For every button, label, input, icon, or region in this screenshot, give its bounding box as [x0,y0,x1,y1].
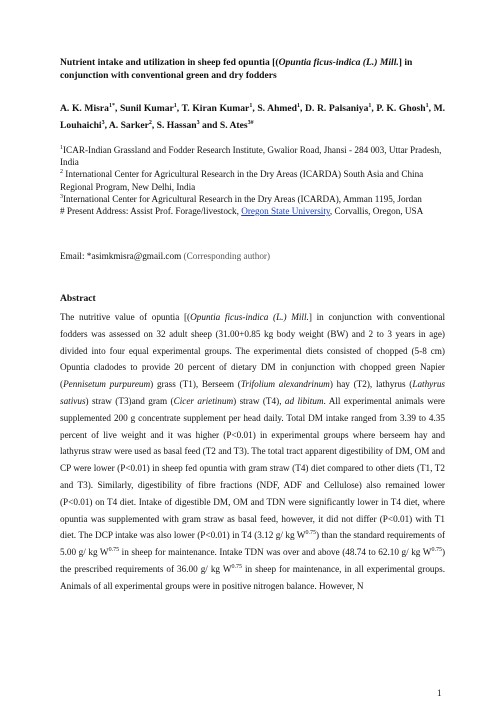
author-list: A. K. Misra$^{1*}$, Sunil Kumar$^1$, T. Kiran Kumar$^1$, S. Ahmed$^1$, D. R. Palsaniya$^1$, P. K. Ghosh$^1$, M. Louhaichi$^3$, A. Sarker$^2$, S. Hassan$^3$ and S. Ates$^{3\#}$ [60,102,446,131]
author: A. K. Misra$^{1*}$ [60,102,115,114]
abstract-body: The nutritive value of opuntia [(Opuntia ficus-indica (L.) Mill.] in conjunction with conventional fodders was assessed on 32 adult sheep (31.00+0.85 kg body weight (BW) and 2 to 3 years in age) divided into four equal experimental groups. The experimental diets consisted of chopped (5-8 cm) Opuntia cladodes to provide 20 percent of dietary DM in conjunction with chopped green Napier (Pennisetum purpureum) grass (T1), Berseem (Trifolium alexandrinum) hay (T2), lathyrus (Lathyrus sativus) straw (T3)and gram (Cicer arietinum) straw (T4), ad libitum. All experimental animals were supplemented 200 g concentrate supplement per head daily. Total DM intake ranged from 3.39 to 4.35 percent of live weight and it was higher (P<0.01) in experimental groups where berseem hay and lathyrus straw were used as basal feed (T2 and T3). The total tract apparent digestibility of DM, OM and CP were lower (P<0.01) in sheep fed opuntia with gram straw (T4) diet compared to other diets (T1, T2 and T3). Similarly, digestibility of fibre fractions (NDF, ADF and Cellulose) also remained lower (P<0.01) on T4 diet. Intake of digestible DM, OM and TDN were significantly lower in T4 diet, where opuntia was supplemented with gram straw as basal feed, however, it did not differ (P<0.01) with T1 diet. The DCP intake was also lower (P<0.01) in T4 (3.12 g/ kg $W^{0.75}$) than the standard requirements of 5.00 g/ kg $W^{0.75}$ in sheep for maintenance. Intake TDN was over and above (48.74 to 62.10 g/ kg $W^{0.75}$) the prescribed requirements of 36.00 g/ kg $W^{0.75}$ in sheep for maintenance, in all experimental groups. Animals of all experimental groups were in positive nitrogen balance. However, N [60,312,446,591]
author: S. Ahmed$^1$ [257,102,301,114]
abstract-heading: Abstract [60,293,96,304]
author: Sunil Kumar$^1$ [119,102,177,114]
author: M. Louhaichi$^3$ [60,103,446,131]
affiliation-1: $^1$ICAR-Indian Grassland and Fodder Research Institute, Gwalior Road, Jhansi - 284 003, Uttar Pradesh, India [60,144,442,168]
author: A. Sarker$^2$ [108,119,152,131]
author: T. Kiran Kumar$^1$ [181,102,253,114]
author: S. Ates$^{3\#}$ [219,119,254,131]
page-number: 1 [437,688,442,698]
author: D. R. Palsaniya$^1$ [305,102,372,114]
corresponding-email: Email: *asimkmisra@gmail.com (Corresponding author) [60,251,271,261]
author: P. K. Ghosh$^1$ [376,102,429,114]
author: S. Hassan$^3$ [156,119,200,131]
present-address: # Present Address: Assist Prof. Forage/livestock, Oregon State University, Corvallis, Oregon, USA [60,206,424,217]
affiliation-3: $^3$International Center for Agricultural Research in the Dry Areas (ICARDA), Amman 1195, Jordan [60,193,422,204]
oregon-state-link[interactable]: Oregon State University [241,206,330,217]
affiliation-2: $^2$ International Center for Agricultural Research in the Dry Areas (ICARDA) South Asia and China Regional Program, New Delhi, India [60,169,424,192]
paper-title: Nutrient intake and utilization in sheep fed opuntia [(Opuntia ficus-indica (L.) Mill.] in conjunction with conventional green and dry fodders [60,57,413,81]
affiliations [60,144,445,217]
